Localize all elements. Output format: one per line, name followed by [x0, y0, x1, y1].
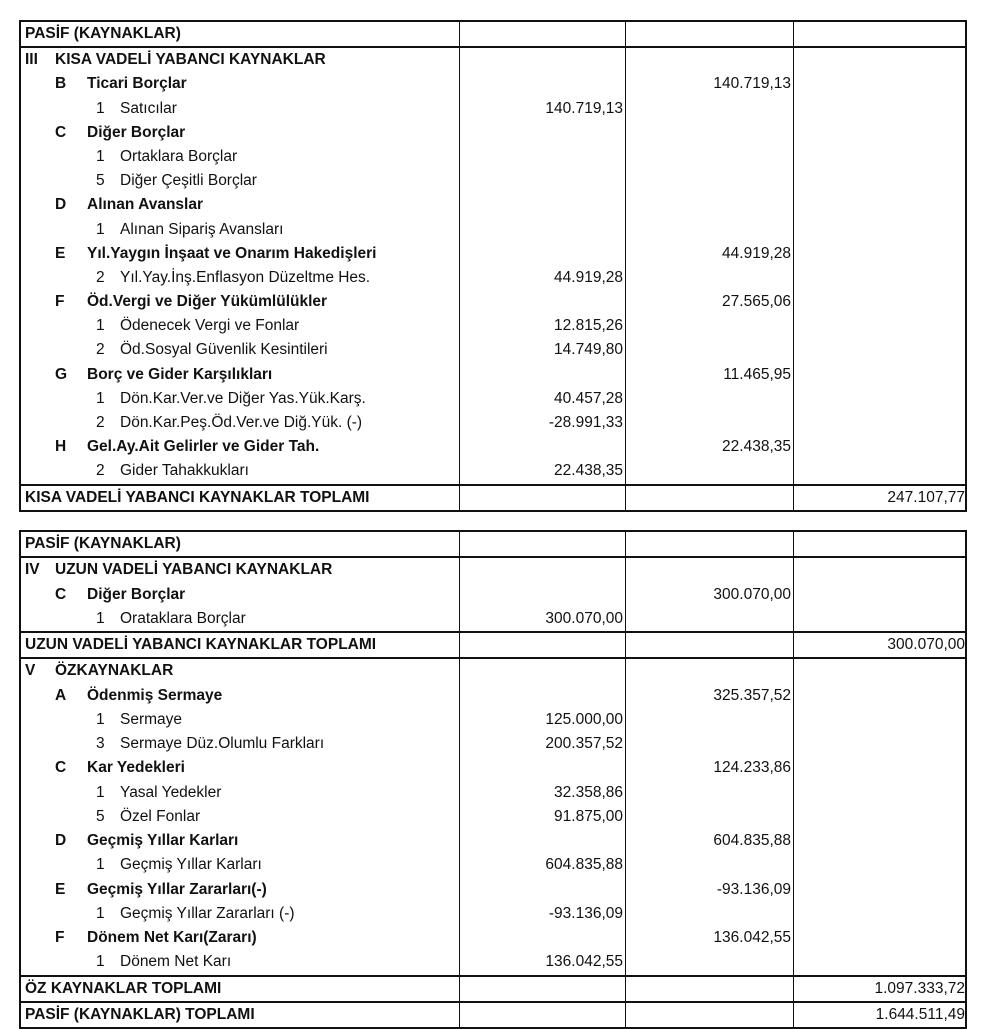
detail-amount: 40.457,28: [554, 389, 623, 407]
account-label: Dön.Kar.Peş.Öd.Ver.ve Diğ.Yük. (-): [120, 414, 363, 431]
account-label: Ortaklara Borçlar: [120, 147, 238, 165]
subtotal-amount: 300.070,00: [713, 585, 791, 603]
account-group-row: [21, 72, 965, 96]
account-label: Öd.Vergi ve Diğer Yükümlülükler: [87, 293, 328, 311]
account-group-row: [21, 583, 965, 607]
account-item-row: [21, 902, 965, 926]
account-code: 1: [96, 953, 105, 971]
account-label: Geçmiş Yıllar Zararları(-): [87, 880, 267, 898]
detail-amount: 14.749,80: [554, 341, 623, 359]
table-header: PASİF (KAYNAKLAR): [25, 535, 181, 552]
grand-total-value: 1.644.511,49: [875, 1005, 965, 1023]
account-code: 2: [96, 268, 105, 286]
account-label: Yasal Yedekler: [120, 783, 222, 801]
detail-amount: 136.042,55: [545, 953, 623, 971]
subtotal-amount: 22.438,35: [722, 438, 791, 456]
total-value: 300.070,00: [887, 636, 965, 653]
account-item-row: [21, 97, 965, 121]
table-header: PASİF (KAYNAKLAR): [25, 25, 181, 42]
detail-amount: 125.000,00: [545, 710, 623, 728]
account-item-row: [21, 805, 965, 829]
total-value: 1.097.333,72: [874, 979, 965, 997]
account-code: H: [55, 438, 67, 456]
account-code: 1: [96, 389, 105, 407]
account-label: Gider Tahakkukları: [120, 462, 249, 480]
account-code: 1: [96, 317, 105, 335]
total-row: [21, 975, 965, 1001]
long-term-liabilities-equity-table: [19, 530, 967, 1029]
account-label: Geçmiş Yıllar Zararları (-): [120, 904, 295, 922]
account-item-row: [21, 218, 965, 242]
subtotal-amount: 124.233,86: [713, 759, 791, 777]
account-label: Öd.Sosyal Güvenlik Kesintileri: [120, 341, 328, 359]
account-group-row: [21, 290, 965, 314]
total-label: UZUN VADELİ YABANCI KAYNAKLAR TOPLAMI: [25, 636, 377, 653]
subtotal-amount: 44.919,28: [722, 244, 791, 262]
account-item-row: [21, 732, 965, 756]
account-label: Özel Fonlar: [120, 807, 201, 825]
subtotal-amount: 27.565,06: [722, 293, 791, 311]
total-label: KISA VADELİ YABANCI KAYNAKLAR TOPLAMI: [25, 488, 370, 506]
account-group-row: [21, 363, 965, 387]
account-group-row: [21, 121, 965, 145]
account-group-row: [21, 193, 965, 217]
detail-amount: 12.815,26: [554, 317, 623, 335]
account-code: D: [55, 832, 67, 849]
account-code: 1: [96, 710, 105, 728]
account-label: Satıcılar: [120, 99, 177, 117]
account-label: Diğer Borçlar: [87, 123, 186, 141]
account-code: G: [55, 365, 68, 383]
account-label: Gel.Ay.Ait Gelirler ve Gider Tah.: [87, 438, 320, 456]
table-header-row: [21, 22, 965, 46]
account-code: C: [55, 759, 67, 777]
account-code: 1: [96, 147, 105, 165]
account-item-row: [21, 853, 965, 877]
short-term-liabilities-table: [19, 20, 967, 512]
total-row: [21, 484, 965, 510]
account-code: 1: [96, 783, 105, 801]
subtotal-amount: 136.042,55: [713, 929, 791, 946]
account-item-row: [21, 314, 965, 338]
total-label: ÖZ KAYNAKLAR TOPLAMI: [25, 979, 222, 997]
account-code: 2: [96, 341, 105, 359]
total-row: [21, 631, 965, 657]
account-label: Sermaye: [120, 710, 183, 728]
account-code: E: [55, 244, 66, 262]
account-label: Kar Yedekleri: [87, 759, 185, 777]
account-code: E: [55, 880, 66, 898]
account-code: A: [55, 686, 67, 704]
account-group-row: [21, 684, 965, 708]
account-label: Ticari Borçlar: [87, 75, 187, 93]
detail-amount: 91.875,00: [554, 807, 623, 825]
section-label: ÖZKAYNAKLAR: [55, 662, 174, 680]
account-label: Alınan Sipariş Avansları: [120, 220, 284, 238]
account-label: Geçmiş Yıllar Karları: [120, 856, 262, 874]
detail-amount: 22.438,35: [554, 462, 623, 480]
account-code: C: [55, 123, 67, 141]
account-label: Geçmiş Yıllar Karları: [87, 832, 239, 849]
account-code: B: [55, 75, 67, 93]
account-code: 5: [96, 172, 105, 190]
section-label: KISA VADELİ YABANCI KAYNAKLAR: [55, 51, 326, 69]
detail-amount: 32.358,86: [554, 783, 623, 801]
section-row: [21, 657, 965, 683]
account-label: Alınan Avanslar: [87, 196, 204, 214]
detail-amount: -28.991,33: [548, 414, 623, 431]
detail-amount: -93.136,09: [548, 904, 623, 922]
account-item-row: [21, 387, 965, 411]
account-label: Dön.Kar.Ver.ve Diğer Yas.Yük.Karş.: [120, 389, 366, 407]
account-code: 1: [96, 99, 105, 117]
grand-total-row: [21, 1001, 965, 1027]
account-code: 2: [96, 414, 105, 431]
account-label: Borç ve Gider Karşılıkları: [87, 365, 273, 383]
account-code: 1: [96, 904, 105, 922]
account-label: Yıl.Yay.İnş.Enflasyon Düzeltme Hes.: [120, 268, 371, 286]
section-label: UZUN VADELİ YABANCI KAYNAKLAR: [55, 561, 333, 579]
account-item-row: [21, 411, 965, 435]
section-row: [21, 556, 965, 582]
table-header-row: [21, 532, 965, 556]
section-code: V: [25, 662, 36, 680]
section-code: III: [25, 51, 38, 69]
detail-amount: 200.357,52: [545, 735, 623, 752]
subtotal-amount: 140.719,13: [713, 75, 791, 93]
account-item-row: [21, 607, 965, 631]
detail-amount: 300.070,00: [545, 609, 623, 627]
account-item-row: [21, 338, 965, 362]
account-code: 1: [96, 609, 105, 627]
account-label: Dönem Net Karı: [120, 953, 232, 971]
account-code: F: [55, 929, 65, 946]
account-code: 5: [96, 807, 105, 825]
account-item-row: [21, 266, 965, 290]
account-code: D: [55, 196, 67, 214]
account-item-row: [21, 781, 965, 805]
account-group-row: [21, 878, 965, 902]
account-group-row: [21, 435, 965, 459]
account-item-row: [21, 145, 965, 169]
subtotal-amount: -93.136,09: [716, 880, 791, 898]
account-label: Dönem Net Karı(Zararı): [87, 929, 257, 946]
account-label: Orataklara Borçlar: [120, 609, 246, 627]
account-item-row: [21, 459, 965, 483]
account-code: C: [55, 585, 67, 603]
section-code: IV: [25, 561, 40, 579]
subtotal-amount: 604.835,88: [713, 832, 791, 849]
account-code: 1: [96, 856, 105, 874]
account-item-row: [21, 708, 965, 732]
detail-amount: 44.919,28: [554, 268, 623, 286]
account-label: Diğer Borçlar: [87, 585, 186, 603]
subtotal-amount: 11.465,95: [723, 365, 791, 383]
account-label: Diğer Çeşitli Borçlar: [120, 172, 257, 190]
account-code: 2: [96, 462, 105, 480]
section-row: [21, 46, 965, 72]
account-group-row: [21, 242, 965, 266]
account-group-row: [21, 926, 965, 950]
account-label: Yıl.Yaygın İnşaat ve Onarım Hakedişleri: [87, 244, 377, 262]
account-code: 3: [96, 735, 105, 752]
account-group-row: [21, 756, 965, 780]
account-item-row: [21, 169, 965, 193]
account-label: Ödenmiş Sermaye: [87, 686, 223, 704]
account-group-row: [21, 829, 965, 853]
account-item-row: [21, 950, 965, 974]
account-code: F: [55, 293, 65, 311]
subtotal-amount: 325.357,52: [713, 686, 791, 704]
detail-amount: 140.719,13: [545, 99, 623, 117]
total-value: 247.107,77: [887, 488, 965, 506]
account-code: 1: [96, 220, 105, 238]
account-label: Ödenecek Vergi ve Fonlar: [120, 317, 300, 335]
account-label: Sermaye Düz.Olumlu Farkları: [120, 735, 325, 752]
grand-total-label: PASİF (KAYNAKLAR) TOPLAMI: [25, 1005, 255, 1023]
detail-amount: 604.835,88: [545, 856, 623, 874]
